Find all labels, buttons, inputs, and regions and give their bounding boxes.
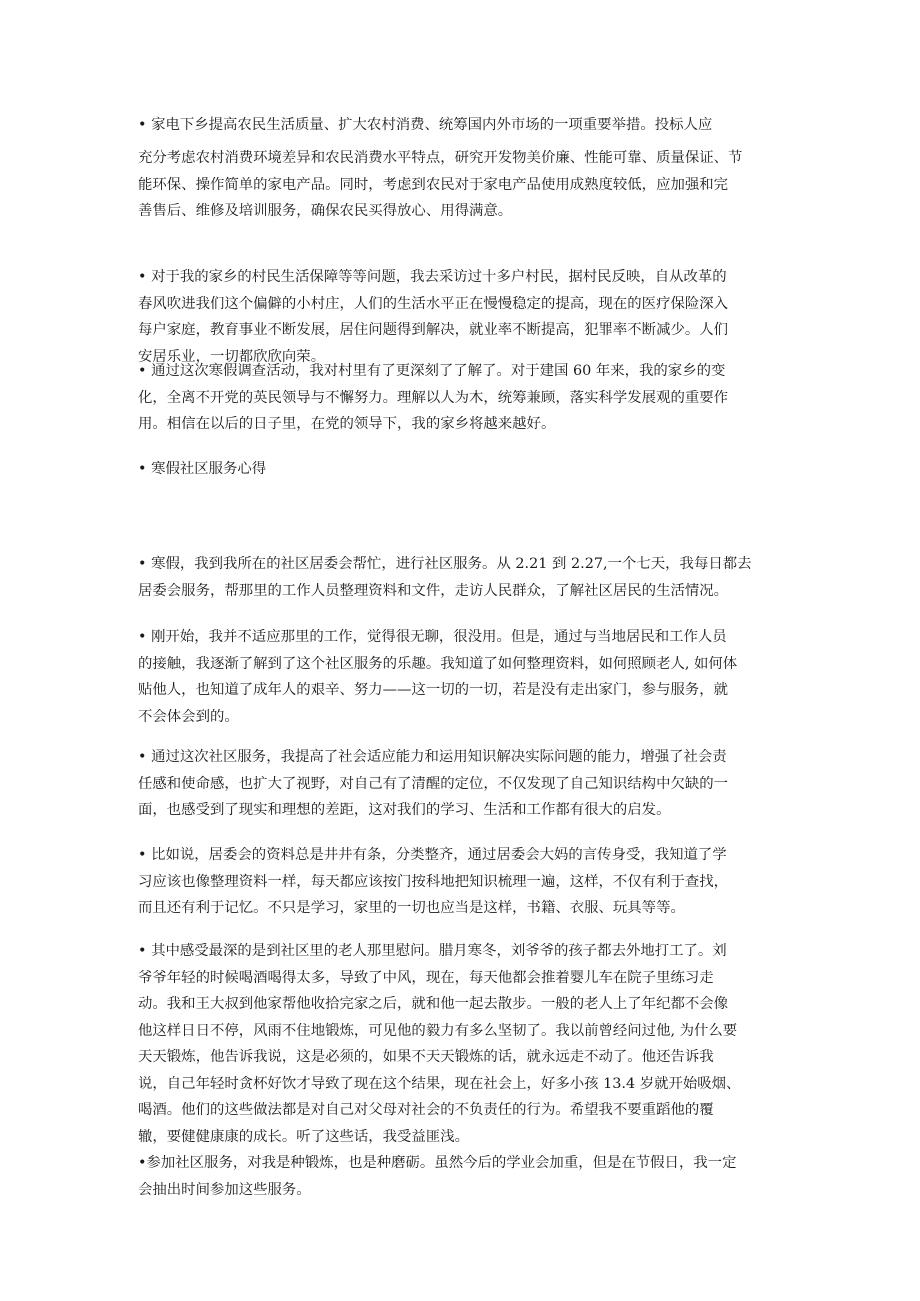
text-line: 会抽出时间参加这些服务。 xyxy=(138,1181,311,1198)
text-line: 辙，要健健康康的成长。听了这些话，我受益匪浅。 xyxy=(138,1128,469,1145)
text-line: 居委会服务，帮那里的工作人员整理资料和文件，走访人民群众，了解社区居民的生活情况。 xyxy=(138,582,729,599)
text-line: 说，自己年轻时贪杯好饮才导致了现在这个结果，现在社会上，好多小孩 13.4 岁就开始吸烟、 xyxy=(138,1075,741,1092)
text-line: • 其中感受最深的是到社区里的老人那里慰问。腊月寒冬，刘爷爷的孩子都去外地打工了。刘 xyxy=(138,943,727,959)
text-line: 充分考虑农村消费环境差异和农民消费水平特点，研究开发物美价廉、性能可靠、质量保证、节 xyxy=(138,150,743,166)
paragraph-10 xyxy=(138,938,780,1150)
text-line: • 比如说，居委会的资料总是井井有条，分类整齐，通过居委会大妈的言传身受，我知道了学 xyxy=(138,847,727,863)
text-line: 他这样日日不停，风雨不住地锻炼，可见他的毅力有多么坚韧了。我以前曾经问过他, 为什么要 xyxy=(138,1022,738,1039)
paragraph-11 xyxy=(138,1150,780,1203)
text-line: • 刚开始，我并不适应那里的工作，觉得很无聊，很没用。但是，通过与当地居民和工作人员 xyxy=(138,629,727,645)
text-line: 习应该也像整理资料一样，每天都应该按门按科地把知识梳理一遍，这样，不仅有利于查找， xyxy=(138,873,729,890)
text-line: 爷爷年轻的时候喝酒喝得太多，导致了中风，现在，每天他都会推着婴儿车在院子里练习走 xyxy=(138,969,714,986)
text-line: 天天锻炼，他告诉我说，这是必须的，如果不天天锻炼的话，就永远走不动了。他还告诉我 xyxy=(138,1049,714,1065)
text-line: 用。相信在以后的日子里，在党的领导下，我的家乡将越来越好。 xyxy=(138,416,556,432)
text-line: 贴他人，也知道了成年人的艰辛、努力——这一切的一切，若是没有走出家门，参与服务，就 xyxy=(138,682,729,698)
section-heading xyxy=(138,456,780,483)
paragraph-8 xyxy=(138,744,780,824)
paragraph-2 xyxy=(138,145,780,225)
text-line: • 家电下乡提高农民生活质量、扩大农村消费、统筹国内外市场的一项重要举措。投标人应 xyxy=(138,117,713,133)
paragraph-9 xyxy=(138,842,780,922)
text-line: 而且还有利于记忆。不只是学习，家里的一切也应当是这样，书籍、衣服、玩具等等。 xyxy=(138,900,685,916)
text-line: 善售后、维修及培训服务，确保农民买得放心、用得满意。 xyxy=(138,203,513,219)
text-line: 面，也感受到了现实和理想的差距，这对我们的学习、生活和工作都有很大的启发。 xyxy=(138,802,671,818)
text-line: • 对于我的家乡的村民生活保障等等问题，我去采访过十多户村民，据村民反映，自从改革的 xyxy=(138,269,727,285)
text-line: • 通过这次寒假调查活动，我对村里有了更深刻了了解了。对于建国 60 年来，我的家乡的变 xyxy=(138,363,726,379)
paragraph-1 xyxy=(138,112,780,139)
text-line: 动。我和王大叔到他家帮他收拾完家之后，就和他一起去散步。一般的老人上了年纪都不会像 xyxy=(138,996,729,1012)
paragraph-7 xyxy=(138,624,780,730)
text-line: 每户家庭，教育事业不断发展，居住问题得到解决，就业率不断提高，犯罪率不断减少。人们 xyxy=(138,322,729,338)
text-line: 不会体会到的。 xyxy=(138,708,239,725)
text-line: 喝酒。他们的这些做法都是对自己对父母对社会的不负责任的行为。希望我不要重蹈他的覆 xyxy=(138,1102,714,1118)
text-line: 能环保、操作简单的家电产品。同时，考虑到农民对于家电产品使用成熟度较低，应加强和完 xyxy=(138,176,729,193)
text-line: 化，全离不开党的英民领导与不懈努力。理解以人为木，统筹兼顾，落实科学发展观的重要作 xyxy=(138,389,729,406)
text-line: 安居乐业，一切都欣欣向荣。 xyxy=(138,348,326,365)
text-line: •参加社区服务，对我是种锻炼，也是种磨砺。虽然今后的学业会加重，但是在节假日，我一定 xyxy=(138,1155,737,1171)
text-line: • 通过这次社区服务，我提高了社会适应能力和运用知识解决实际问题的能力，增强了社会责 xyxy=(138,749,727,765)
paragraph-3 xyxy=(138,264,780,370)
paragraph-4 xyxy=(138,358,780,438)
text-line: 任感和使命感，也扩大了视野，对自己有了清醒的定位，不仅发现了自己知识结构中欠缺的一 xyxy=(138,775,729,792)
paragraph-6 xyxy=(138,551,780,604)
text-line: 春风吹进我们这个偏僻的小村庄，人们的生活水平正在慢慢稳定的提高，现在的医疗保险深入 xyxy=(138,295,729,312)
text-line: • 寒假，我到我所在的社区居委会帮忙，进行社区服务。从 2.21 到 2.27,一个七天，我每日都去 xyxy=(138,556,752,572)
text-line: 的接触，我逐渐了解到了这个社区服务的乐趣。我知道了如何整理资料，如何照顾老人, 如何体 xyxy=(138,655,738,672)
text-line: • 寒假社区服务心得 xyxy=(138,461,267,477)
